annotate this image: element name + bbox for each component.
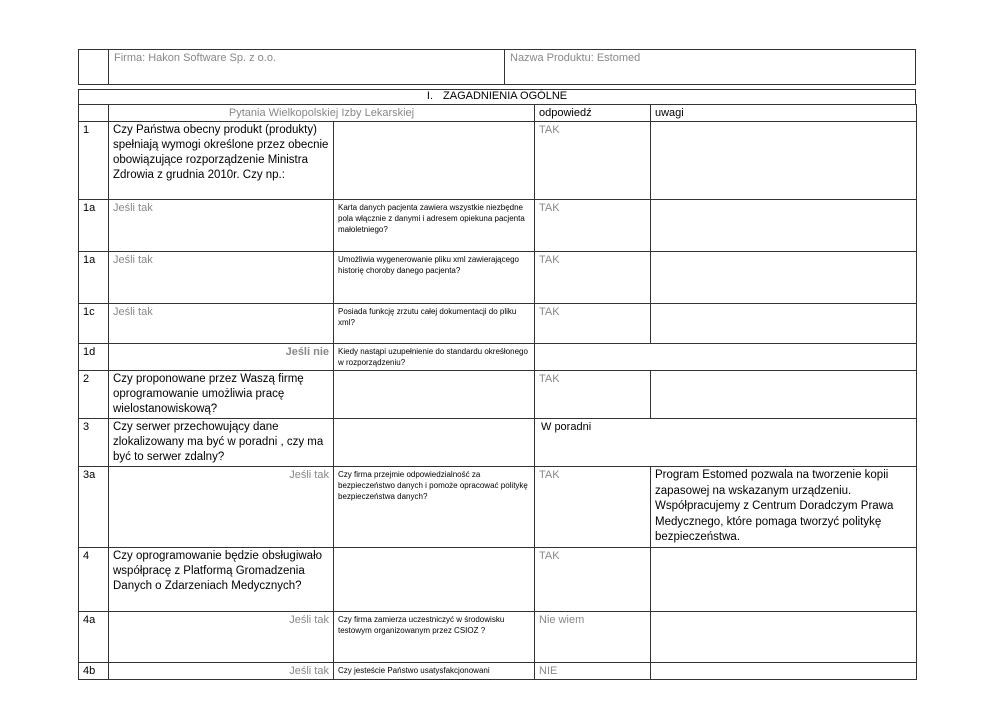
note-cell (651, 371, 917, 419)
question-text: Czy serwer przechowujący dane zlokalizowany ma być w poradni , czy ma być to serwer zdalny? (109, 419, 334, 467)
header-num-cell (79, 105, 109, 122)
row-number: 1c (79, 304, 109, 344)
row-number: 1 (79, 122, 109, 200)
sub-question: Posiada funkcję zrzutu całej dokumentacji do pliku xml? (334, 304, 535, 344)
question-text: Jeśli tak (109, 611, 334, 662)
sub-question: Czy jesteście Państwo usatysfakcjonowani (334, 662, 535, 679)
answer-cell: TAK (535, 304, 651, 344)
questions-table (78, 104, 917, 680)
answer-cell: W poradni (535, 419, 917, 467)
answer-cell: TAK (535, 122, 651, 200)
question-text: Czy Państwa obecny produkt (produkty) spełniają wymogi określone przez obecnie obowiązujące rozporządzenie Ministra Zdrowia z grudnia 2010r. Czy np.: (109, 122, 334, 200)
row-number: 3a (79, 467, 109, 548)
table-row (79, 611, 917, 662)
row-number: 2 (79, 371, 109, 419)
header-empty-cell (79, 50, 109, 84)
question-text: Jeśli tak (109, 200, 334, 252)
answer-cell: TAK (535, 200, 651, 252)
note-cell (651, 122, 917, 200)
table-header-row (79, 105, 917, 122)
row-number: 1a (79, 252, 109, 304)
answer-cell: Nie wiem (535, 611, 651, 662)
question-text: Jeśli nie (109, 344, 334, 371)
table-row (79, 419, 917, 467)
sub-question: Czy firma zamierza uczestniczyć w środowisku testowym organizowanym przez CSIOZ ? (334, 611, 535, 662)
table-row (79, 252, 917, 304)
answer-cell: TAK (535, 371, 651, 419)
sub-question (334, 371, 535, 419)
note-cell: Program Estomed pozwala na tworzenie kopii zapasowej na wskazanym urządzeniu. Współpracujemy z Centrum Doradczym Prawa Medycznego, które pomaga tworzyć politykę bezpieczeństwa. (651, 467, 917, 548)
column-header-pytania: Pytania Wielkopolskiej Izby Lekarskiej (109, 105, 535, 122)
answer-cell: TAK (535, 547, 651, 611)
section-heading (78, 89, 916, 104)
question-text: Jeśli tak (109, 304, 334, 344)
company-field: Firma: Hakon Software Sp. z o.o. (109, 50, 505, 84)
question-text: Czy proponowane przez Waszą firmę oprogramowanie umożliwia pracę wielostanowiskową? (109, 371, 334, 419)
question-text: Jeśli tak (109, 252, 334, 304)
answer-cell: TAK (535, 467, 651, 548)
table-row (79, 467, 917, 548)
column-header-odpowiedz: odpowiedź (535, 105, 651, 122)
sub-question: Karta danych pacjenta zawiera wszystkie niezbędne pola włącznie z danymi i adresem opiekuna pacjenta małoletniego? (334, 200, 535, 252)
question-text: Czy oprogramowanie będzie obsługiwało współpracę z Platformą Gromadzenia Danych o Zdarzeniach Medycznych? (109, 547, 334, 611)
question-text: Jeśli tak (109, 467, 334, 548)
document-page (78, 49, 916, 680)
sub-question: Kiedy nastąpi uzupełnienie do standardu okreśłonego w rozporządzeniu? (334, 344, 535, 371)
column-header-uwagi: uwagi (651, 105, 917, 122)
question-text: Jeśli tak (109, 662, 334, 679)
row-number: 4a (79, 611, 109, 662)
sub-question (334, 419, 535, 467)
row-number: 4 (79, 547, 109, 611)
table-row (79, 304, 917, 344)
note-cell (651, 304, 917, 344)
note-cell (651, 662, 917, 679)
table-row (79, 547, 917, 611)
row-number: 1d (79, 344, 109, 371)
note-cell (651, 252, 917, 304)
table-row (79, 200, 917, 252)
sub-question: Czy firma przejmie odpowiedzialność za bezpieczeństwo danych i pomoże opracować politykę bezpieczeństwa danych? (334, 467, 535, 548)
row-number: 3 (79, 419, 109, 467)
table-row (79, 371, 917, 419)
table-row (79, 662, 917, 679)
answer-cell: TAK (535, 252, 651, 304)
sub-question: Umożliwia wygenerowanie pliku xml zawierającego historię choroby danego pacjenta? (334, 252, 535, 304)
sub-question (334, 122, 535, 200)
section-number: I. (426, 90, 434, 102)
sub-question (334, 547, 535, 611)
note-cell (651, 547, 917, 611)
row-number: 4b (79, 662, 109, 679)
header-table (78, 49, 916, 85)
product-field: Nazwa Produktu: Estomed (510, 52, 641, 64)
section-title: ZAGADNIENIA OGÓLNE (443, 90, 568, 102)
answer-cell (535, 344, 917, 371)
answer-cell: NIE (535, 662, 651, 679)
note-cell (651, 200, 917, 252)
table-row (79, 122, 917, 200)
table-row (79, 344, 917, 371)
row-number: 1a (79, 200, 109, 252)
note-cell (651, 611, 917, 662)
